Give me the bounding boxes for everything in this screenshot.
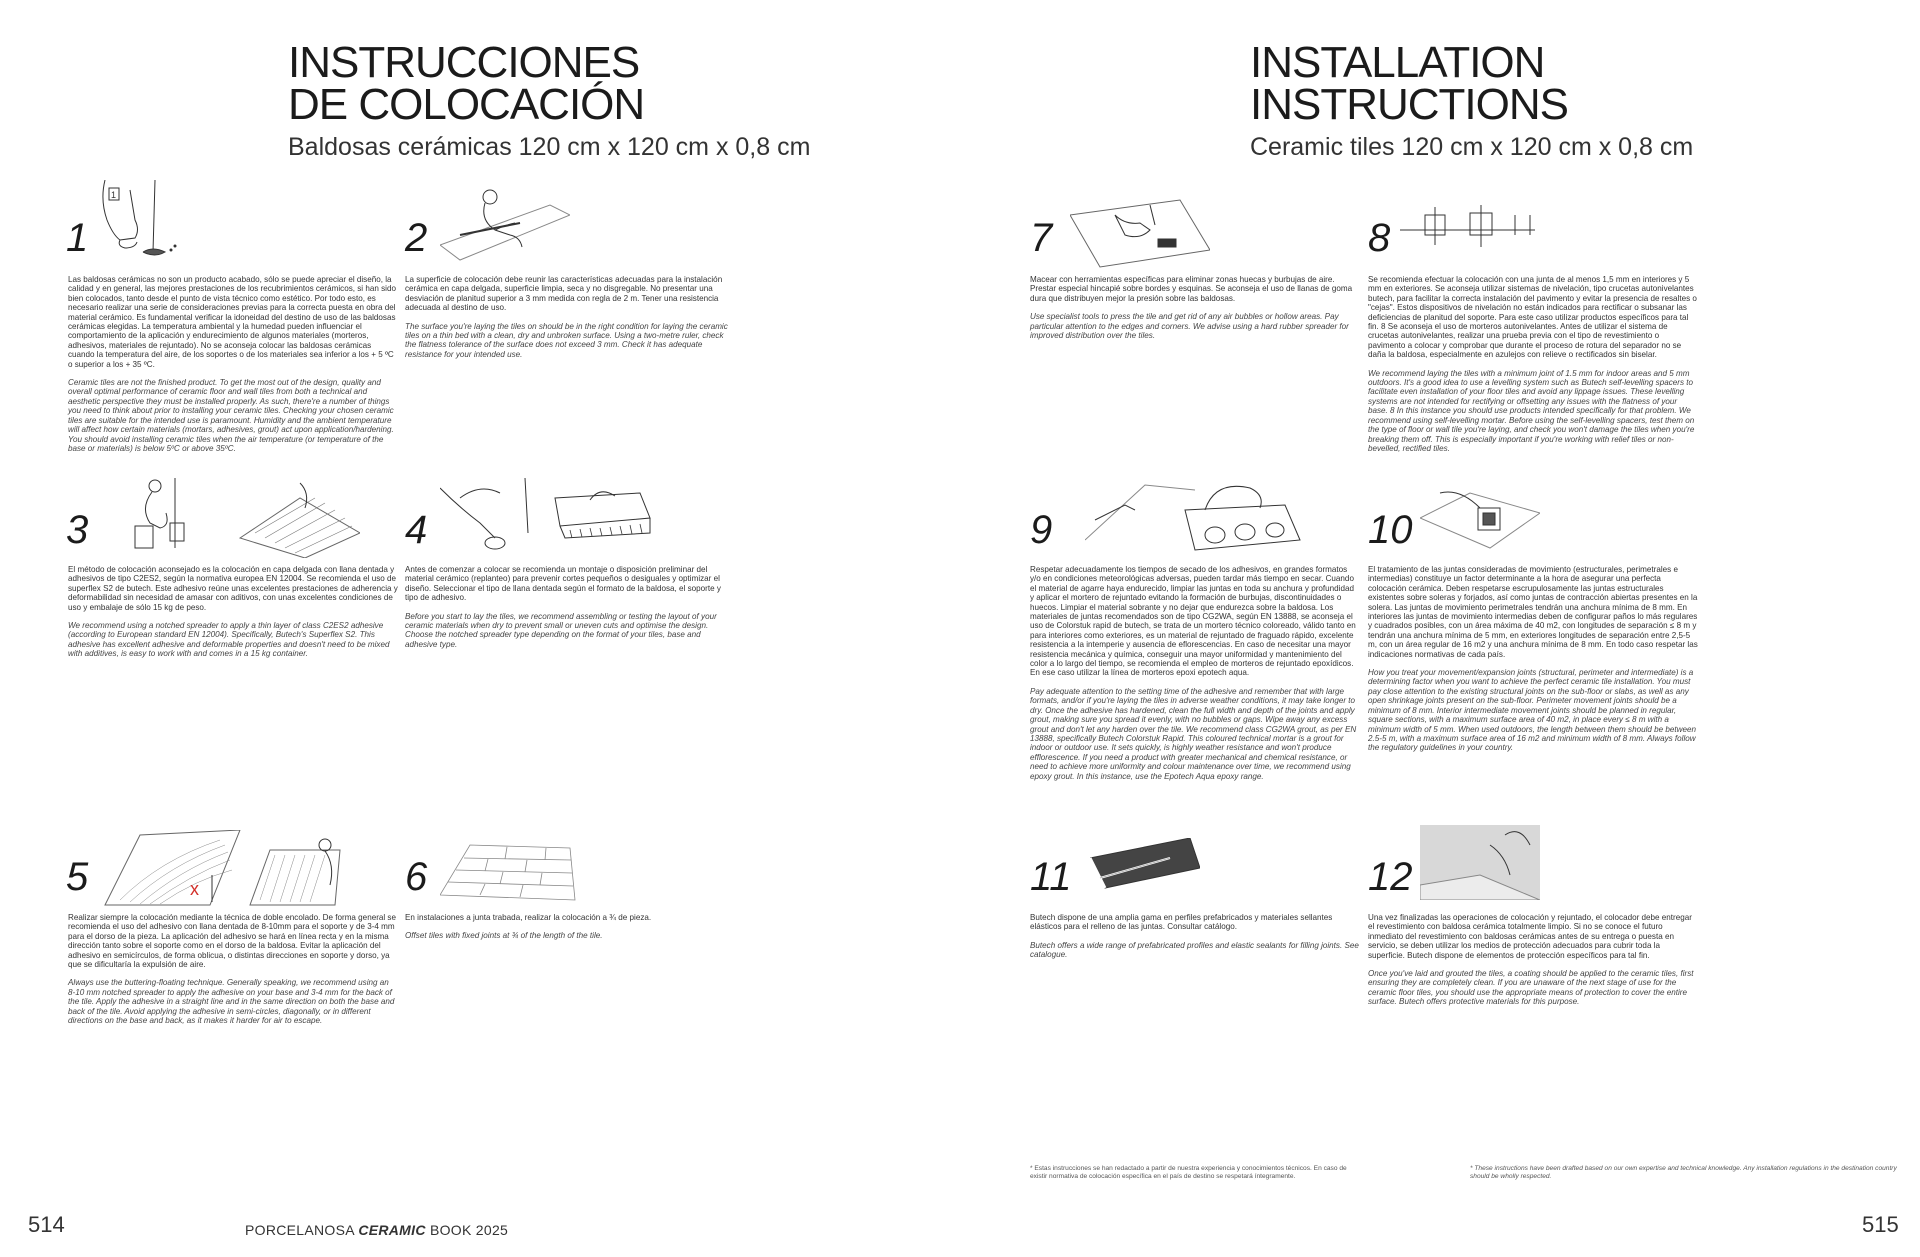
step-7-number: 7	[1030, 216, 1053, 260]
step-5-en: Always use the buttering-floating technique. Generally speaking, we recommend using an 8-10 mm notched spreader to apply the adhesive on your base and 3-4 mm for the back of the tile. Apply the adhesive in a straight line and in the same direction on both the base and back of the tile. Avoid applying the adhesive in semi-circles, diagonally, or in different directions on the base and back, as it makes it harder for air to escape.	[68, 978, 395, 1026]
step-6-text	[405, 913, 735, 941]
step-8-text	[1368, 275, 1698, 453]
step-5-text	[68, 913, 398, 1025]
step-3-en: We recommend using a notched spreader to apply a thin layer of class C2ES2 adhesive (according to European standard EN 12004). Specifically, Butech's Superflex S2. This adhesive has excellent adhesive and deformable properties and doesn't need to be mixed with additives, is easy to work with and comes in a 15 kg container.	[68, 621, 390, 659]
right-subtitle: Ceramic tiles 120 cm x 120 cm x 0,8 cm	[1250, 133, 1694, 161]
step-6-es: En instalaciones a junta trabada, realizar la colocación a ¾ de pieza.	[405, 913, 652, 922]
step-9-en: Pay adequate attention to the setting time of the adhesive and remember that with large formats, and/or if you're laying the tiles in adverse weather conditions, it may take longer to dry. Once the adhesive has hardened, clean the full width and depth of the joints and apply grout, making sure you spread it evenly, with no bubbles or gaps. Wipe away any excess grout and don't let any harden over the tile. We recommend class CG2WA grout, as per EN 13888, specifically Butech Colorstuk Rapid. This coloured technical mortar is a grout for indoor or outdoor use. It sets quickly, is highly weather resistance and won't produce efflorescence. If you need a product with greater mechanical and chemical resistance, or need to achieve more uniformity and colour maintenance over time, we recommend using epoxy grout. In this instance, use the Epotech Aqua epoxy range.	[1030, 686, 1357, 781]
step-10-illustration	[1420, 488, 1540, 558]
step-7-en: Use specialist tools to press the tile and get rid of any air bubbles or hollow areas. Pay particular attention to the edges and corners. We advise using a hard rubber spreader for improved distribution over the tiles.	[1030, 312, 1349, 341]
step-1-number: 1	[66, 216, 89, 260]
step-11-number: 11	[1030, 855, 1072, 899]
step-2-text	[405, 275, 735, 359]
left-title: INSTRUCCIONES DE COLOCACIÓN	[288, 38, 645, 129]
step-11-text	[1030, 913, 1360, 960]
step-10-number: 10	[1368, 508, 1413, 552]
step-8-number: 8	[1368, 216, 1391, 260]
left-subtitle: Baldosas cerámicas 120 cm x 120 cm x 0,8 cm	[288, 133, 811, 161]
step-4-text	[405, 565, 735, 649]
step-11-es: Butech dispone de una amplia gama en perfiles prefabricados y materiales sellantes elásticos para el relleno de las juntas. Consultar catálogo.	[1030, 913, 1333, 932]
step-7-illustration	[1070, 195, 1210, 270]
footnote-en: * These instructions have been drafted based on our own expertise and technical knowledge. Any installation regulations in the destination country should be wholly respected.	[1470, 1165, 1897, 1180]
step-1-text	[68, 275, 398, 453]
step-9-es: Respetar adecuadamente los tiempos de secado de los adhesivos, en grandes formatos y/o en condiciones meteorológicas adversas, pueden tardar más tiempo en secar. Cuando el material de agarre haya endurecido, limpiar las juntas en toda su anchura y profundidad y aplicar el mortero de rejuntado evitando la formación de burbujas, discontinuidades o huecos. Limpiar el material sobrante y no dejar que endurezca sobre la baldosa. Los materiales de juntas recomendados son de tipo CG2WA, según EN 13888, se aconseja el uso de Colorstuk rapid de butech, se trata de un mortero técnico coloreado, válido tanto en para interiores como exteriores, es un material de rejuntado de fraguado rápido, excelente resistencia a la intemperie y ausencia de eflorescencias. En caso de necesitar una mayor resistencia mecánica y química, conseguir una mayor uniformidad y mantenimiento del color a lo largo del tiempo, se recomienda el empleo de morteros de rejuntado epoxídicos. En ese caso utilizar la línea de morteros epoxi epotech aqua.	[1030, 565, 1356, 678]
step-7-es: Macear con herramientas específicas para eliminar zonas huecas y burbujas de aire. Prestar especial hincapié sobre bordes y esquinas. Se aconseja el uso de llanas de goma dura que distribuyen mejor la presión sobre las baldosas.	[1030, 275, 1353, 303]
brand-name: PORCELANOSA	[245, 1222, 359, 1238]
right-title: INSTALLATION INSTRUCTIONS	[1250, 38, 1568, 129]
wrong-mark-icon: x	[190, 879, 199, 899]
step-5-es: Realizar siempre la colocación mediante la técnica de doble encolado. De forma general se recomienda el uso del adhesivo con llana dentada de 8-10mm para el soporte y de 3-4 mm para el dorso de la pieza. La aplicación del adhesivo se hará en línea recta y en la misma dirección tanto sobre el soporte como en el dorso de la baldosa. Evitar la aplicación del adhesivo en semicírculos, de forma oblicua, o distintas direcciones en soporte y dorso, ya que se dificultaría la expulsión de aire.	[68, 913, 396, 970]
step-10-text	[1368, 565, 1698, 753]
step-3-es: El método de colocación aconsejado es la colocación en capa delgada con llana dentada y adhesivos de tipo C2ES2, según la normativa europea EN 12004. Se recomienda el uso de superflex S2 de butech. Este adhesivo reúne unas excelentes prestaciones de adherencia y deformabilidad sin necesidad de amasar con aditivos, con unas excelentes condiciones de uso y embalaje de sólo 15 kg de peso.	[68, 565, 398, 612]
step-8-en: We recommend laying the tiles with a minimum joint of 1.5 mm for indoor areas and 5 mm outdoors. It's a good idea to use a levelling system such as Butech self-levelling spacers to facilitate even installation of your floor tiles and avoid any lippage issues. These levelling systems are not intended for rectifying or offsetting any issues with the flatness of your base. 8 In this instance you should use products intended specifically for that problem. We recommend using self-levelling mortar. Before using the self-levelling spacers, test them on the type of floor or wall tile you're laying, and check you won't damage the tiles when you're breaking them off. This is especially important if you're working with relief tiles or non-bevelled, rectified tiles.	[1368, 368, 1695, 453]
step-2-es: La superficie de colocación debe reunir las características adecuadas para la instalación cerámica en capa delgada, superficie limpia, seca y no disgregable. No presentar una desviación de planitud superior a 3 mm medida con regla de 2 m. Tener una resistencia adecuada al destino de uso.	[405, 275, 723, 313]
step-1-en: Ceramic tiles are not the finished product. To get the most out of the design, quality and overall optimal performance of ceramic floor and wall tiles from both a technical and aesthetic perspective they must be installed properly. As such, there're a number of things you need to think about prior to installing your ceramic tiles. Checking your chosen ceramic tiles are suitable for the intended use is paramount. Humidity and the ambient temperature will affect how certain materials (mortars, adhesives, grout) act upon application/hardening. You should avoid installing ceramic tiles when the air temperature (or temperature of the base or materials) is below 5ºC or above 35ºC.	[68, 378, 394, 453]
step-3-text	[68, 565, 398, 659]
step-3-number: 3	[66, 508, 89, 552]
step-6-illustration	[440, 840, 580, 910]
step-5-illustration	[100, 830, 350, 910]
step-8-illustration	[1400, 205, 1535, 250]
footer-brand	[245, 1222, 508, 1238]
step-9-illustration	[1085, 480, 1310, 560]
step-2-illustration	[440, 185, 570, 265]
step-12-en: Once you've laid and grouted the tiles, a coating should be applied to the ceramic tiles, first ensuring they are completely clean. If you are unaware of the next stage of use for the ceramic floor tiles, you should use the appropriate means of protection to cover the entire surface. Butech offers protective materials for this purpose.	[1368, 969, 1694, 1007]
step-5-number: 5	[66, 855, 89, 899]
step-10-en: How you treat your movement/expansion joints (structural, perimeter and intermediate) is a determining factor when you want to achieve the perfect ceramic tile installation. You must pay close attention to the existing structural joints on the sub-floor or slabs, as well as any open shrinkage joints present on the sub-floor. Perimeter movement joints should be a minimum of 8 mm. Interior intermediate movement joints should be planned in regular, square sections, with a maximum surface area of 40 m2, in place every ≤ 8 m with a minimum width of 5 mm. When used outdoors, the length between them should be between 2.5-5 m, with a maximum surface area of 16 m2 and minimum width of 8 mm. Always follow the regulatory guidelines in your country.	[1368, 668, 1696, 753]
footnote-es: * Estas instrucciones se han redactado a partir de nuestra experiencia y conocimientos técnicos. En caso de existir normativa de colocación específica en el país de destino se respetará íntegramente.	[1030, 1165, 1347, 1180]
page-number-left: 514	[28, 1212, 65, 1237]
step-4-en: Before you start to lay the tiles, we recommend assembling or testing the layout of your ceramic materials when dry to prevent small or uneven cuts and optimise the design. Choose the notched spreader type depending on the format of your tiles, base and adhesive type.	[405, 611, 717, 649]
step-6-number: 6	[405, 855, 428, 899]
page-number-right: 515	[1862, 1212, 1899, 1237]
step-4-number: 4	[405, 508, 428, 552]
step-11-illustration	[1090, 838, 1200, 898]
svg-text:1: 1	[111, 190, 117, 200]
step-11-en: Butech offers a wide range of prefabricated profiles and elastic sealants for filling joints. See catalogue.	[1030, 940, 1359, 960]
step-2-en: The surface you're laying the tiles on should be in the right condition for laying the ceramic tiles on a thin bed with a clean, dry and unbroken surface. Using a two-metre ruler, check the flatness tolerance of the surface does not exceed 3 mm. Check it has adequate resistance for your intended use.	[405, 321, 728, 359]
step-1-es: Las baldosas cerámicas no son un producto acabado, sólo se puede apreciar el diseño, la calidad y en general, las mejores prestaciones de los recubrimientos cerámicos, si han sido bien colocados, tanto desde el punto de vista técnico como estético. Por todo esto, es necesario realizar una serie de consideraciones previas para la correcta puesta en obra del material cerámico. Es fundamental verificar la idoneidad del destino de uso de las baldosas cerámicas elegidas. La temperatura ambiental y la humedad pueden influenciar el comportamiento de la aplicación y endurecimiento de algunos materiales (morteros, adhesivos, materiales de rejuntado). No se aconseja colocar las baldosas cerámicas cuando la temperatura del aire, de los soportes o de los materiales sea inferior a los + 5 ºC o superior a los + 35 ºC.	[68, 275, 396, 369]
step-3-illustration	[130, 478, 360, 558]
step-1-illustration	[95, 180, 185, 260]
step-12-text	[1368, 913, 1698, 1007]
step-8-es: Se recomienda efectuar la colocación con una junta de al menos 1,5 mm en interiores y 5 mm en exteriores. Se aconseja utilizar sistemas de nivelación, tipo crucetas autonivelantes butech, para facilitar la correcta instalación del pavimento y evitar la presencia de resaltes o "cejas". Estos dispositivos de nivelación no están indicados para rectificar o subsanar las deficiencias de planitud del soporte. Para este caso utilizar productos específicos para tal fin. 8 Se aconseja el uso de morteros autonivelantes. Antes de utilizar el sistema de crucetas autonivelantes, realizar una prueba previa con el tipo de revestimiento o pavimento a colocar y comprobar que durante el proceso de rotura del separador no se daña la baldosa, especialmente en azulejos con relieve o rectificados sin biselar.	[1368, 275, 1697, 360]
brand-ceramic: CERAMIC	[358, 1222, 426, 1238]
brand-book-year: BOOK 2025	[425, 1222, 509, 1238]
step-12-number: 12	[1368, 855, 1413, 899]
step-12-es: Una vez finalizadas las operaciones de colocación y rejuntado, el colocador debe entregar el revestimiento con baldosa cerámica totalmente limpio. Si no se conoce el futuro inmediato del revestimiento con baldosas cerámicas antes de su entrega o puesta en servicio, se deben utilizar los medios de protección adecuados para cubrir toda la superficie. Butech dispone de elementos de protección específicos para tal fin.	[1368, 913, 1692, 960]
step-7-text	[1030, 275, 1360, 340]
step-2-number: 2	[405, 216, 428, 260]
step-12-illustration	[1420, 825, 1540, 900]
step-9-text	[1030, 565, 1360, 781]
step-4-es: Antes de comenzar a colocar se recomienda un montaje o disposición preliminar del material cerámico (replanteo) para prevenir cortes pequeños o desiguales y optimizar el diseño. Seleccionar el tipo de llana dentada según el formato de la baldosa, el soporte y tipo de adhesivo.	[405, 565, 721, 603]
step-4-illustration	[440, 478, 660, 558]
step-6-en: Offset tiles with fixed joints at ¾ of the length of the tile.	[405, 931, 603, 941]
step-9-number: 9	[1030, 508, 1053, 552]
step-10-es: El tratamiento de las juntas consideradas de movimiento (estructurales, perimetrales e intermedias) constituye un factor determinante a la hora de asegurar una perfecta colocación cerámica. Deben respetarse escrupulosamente las juntas estructurales existentes sobre soleras y forjados, así como juntas de contracción abiertas presentes en la solera. Las juntas de movimiento perimetrales tendrán una anchura mínima de 8 mm. En interiores las juntas de movimiento intermedias deben de configurar paños lo más regulares y cuadrados posibles, con un área máxima de 40 m2, con longitudes de separación ≤ 8 m y tendrán una anchura mínima de 5 mm, en exteriores longitudes de separación entre 2,5-5 m, con un área regular de 16 m2 y una anchura mínima de 8 mm. En todo caso respetar las indicaciones normativas de cada país.	[1368, 565, 1698, 659]
